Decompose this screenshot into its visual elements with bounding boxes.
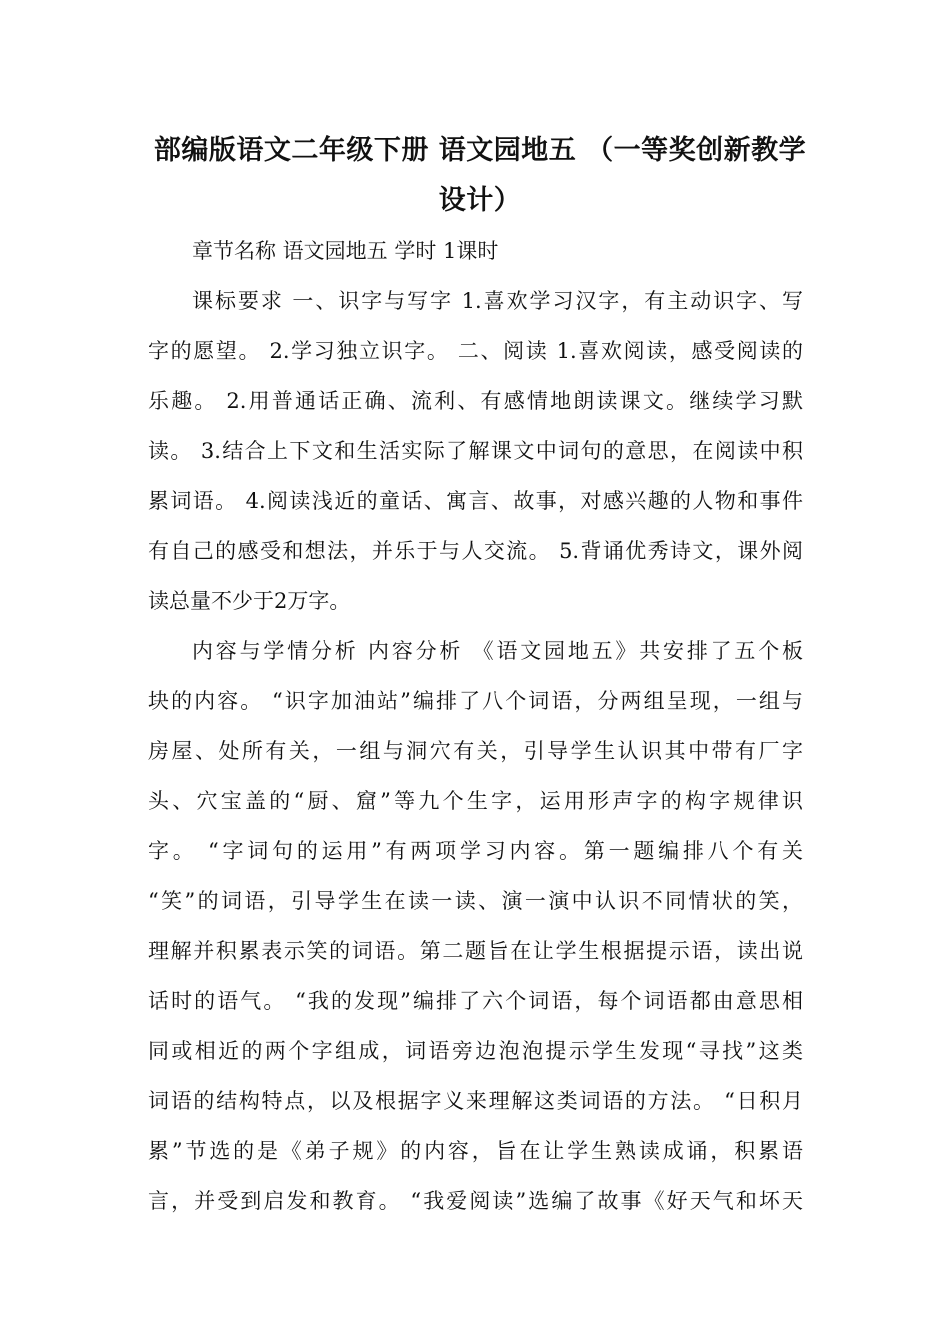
paragraph-line: 课标要求 一、识字与写字 1.喜欢学习汉字，有主动识字、写 [192,289,803,313]
paragraph-line: 累”节选的是《弟子规》的内容，旨在让学生熟读成诵，积累语 [148,1139,803,1163]
document-title-line-1: 部编版语文二年级下册 语文园地五 （一等奖创新教学 [153,135,807,166]
paragraph-line: 字的愿望。 2.学习独立识字。 二、阅读 1.喜欢阅读，感受阅读的 [148,339,803,363]
chapter-info-line: 章节名称 语文园地五 学时 1课时 [192,239,499,263]
document-title-line-2: 设计） [438,185,522,216]
paragraph-line: 话时的语气。 “我的发现”编排了六个词语，每个词语都由意思相 [148,989,803,1013]
paragraph-line: 房屋、处所有关，一组与洞穴有关，引导学生认识其中带有厂字 [148,739,803,763]
paragraph-line: 字。 “字词句的运用”有两项学习内容。第一题编排八个有关 [148,839,803,863]
paragraph-line: “笑”的词语，引导学生在读一读、演一演中认识不同情状的笑， [148,889,803,913]
paragraph-line: 乐趣。 2.用普通话正确、流利、有感情地朗读课文。继续学习默 [148,389,803,413]
paragraph-line: 读总量不少于2万字。 [148,589,351,613]
paragraph-line: 词语的结构特点，以及根据字义来理解这类词语的方法。 “日积月 [148,1089,803,1113]
paragraph-line: 内容与学情分析 内容分析 《语文园地五》共安排了五个板 [192,639,803,663]
paragraph-line: 累词语。 4.阅读浅近的童话、寓言、故事，对感兴趣的人物和事件 [148,489,803,513]
paragraph-line: 有自己的感受和想法，并乐于与人交流。 5.背诵优秀诗文，课外阅 [148,539,803,563]
paragraph-line: 同或相近的两个字组成，词语旁边泡泡提示学生发现“寻找”这类 [148,1039,803,1063]
paragraph-line: 读。 3.结合上下文和生活实际了解课文中词句的意思，在阅读中积 [148,439,803,463]
paragraph-line: 块的内容。 “识字加油站”编排了八个词语，分两组呈现，一组与 [148,689,803,713]
paragraph-line: 言，并受到启发和教育。 “我爱阅读”选编了故事《好天气和坏天 [148,1189,803,1213]
paragraph-line: 理解并积累表示笑的词语。第二题旨在让学生根据提示语，读出说 [148,939,803,963]
paragraph-line: 头、穴宝盖的“厨、窟”等九个生字，运用形声字的构字规律识 [148,789,803,813]
